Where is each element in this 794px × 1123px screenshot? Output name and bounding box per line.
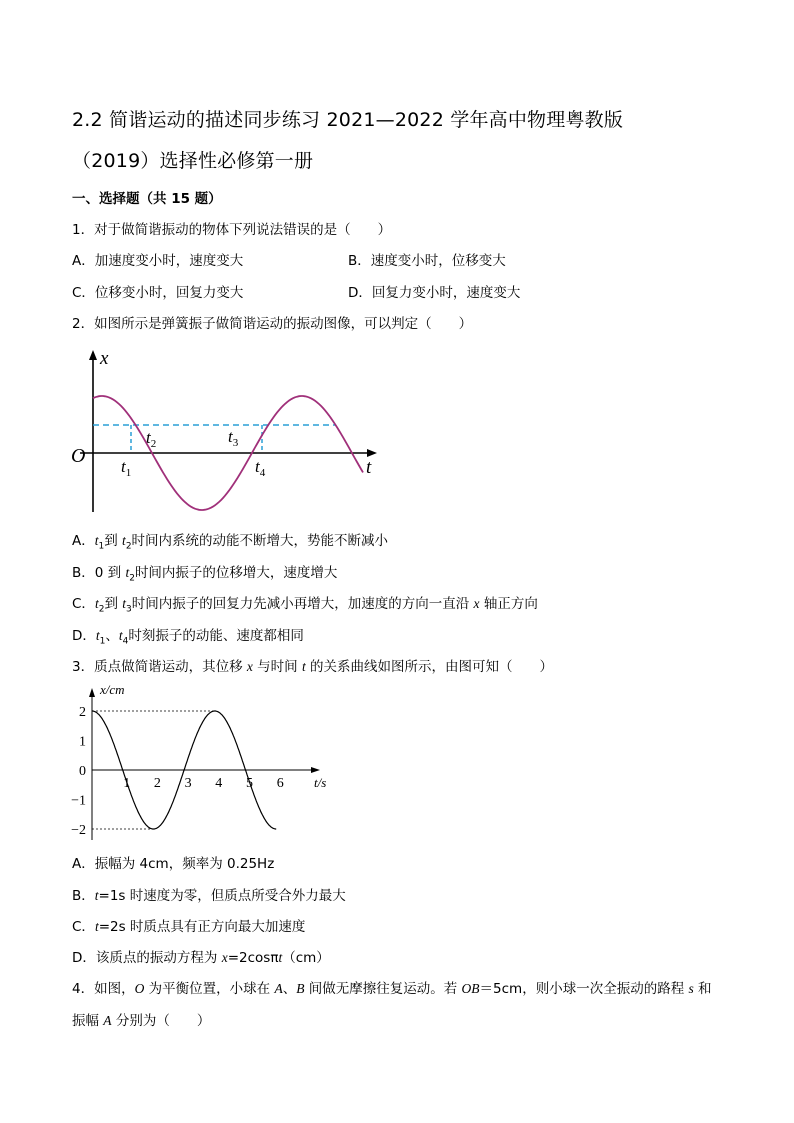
section-heading: 一、选择题（共 15 题）	[72, 191, 222, 207]
q1-option-d: D．回复力变小时，速度变大	[348, 285, 521, 301]
q1-option-c: C．位移变小时，回复力变大	[72, 285, 244, 301]
q2-x-label: x	[100, 348, 109, 369]
q3-displacement-chart	[62, 680, 352, 842]
q2-option-a: A．$t_1$到 $t_2$时间内系统的动能不断增大，势能不断减小	[72, 533, 389, 552]
q3-x-tick-label: 3	[184, 776, 192, 791]
q2-label-t3: $t_3$	[228, 427, 239, 449]
q3-option-b: B．t=1s 时速度为零，但质点所受合外力最大	[72, 888, 346, 904]
q2-origin-label: O	[71, 445, 86, 467]
q1-stem: 1．对于做简谐振动的物体下列说法错误的是（ ）	[72, 222, 392, 238]
q3-y-tick-label: −1	[71, 793, 86, 809]
q2-vibration-graph	[66, 342, 386, 517]
q1-option-b: B．速度变小时，位移变大	[348, 253, 506, 269]
q2-option-d: D．$t_1$、$t_4$时刻振子的动能、速度都相同	[72, 628, 304, 647]
q2-option-c: C．$t_2$到 $t_3$时间内振子的回复力先减小再增大，加速度的方向一直沿 x 轴正方向	[72, 596, 538, 615]
q2-t-axis-arrow	[367, 449, 377, 457]
page-title-line2: （2019）选择性必修第一册	[72, 150, 314, 172]
page-title: 2.2 简谐运动的描述同步练习 2021—2022 学年高中物理粤教版	[72, 109, 624, 131]
q3-x-tick-label: 5	[246, 776, 253, 791]
q3-x-tick-label: 4	[215, 776, 223, 791]
q3-xlabel: t/s	[314, 775, 327, 790]
q3-option-d: D．该质点的振动方程为 x=2cosπt（cm）	[72, 950, 330, 966]
q3-option-c: C．t=2s 时质点具有正方向最大加速度	[72, 919, 306, 935]
q3-x-axis-arrow	[311, 767, 320, 773]
q2-x-axis-arrow	[89, 350, 97, 360]
q3-x-tick-label: 1	[123, 776, 131, 791]
q3-option-a: A．振幅为 4cm，频率为 0.25Hz	[72, 856, 275, 872]
q2-t-label: t	[366, 457, 372, 478]
q3-y-tick-label: 0	[79, 764, 86, 779]
q3-x-tick-label: 2	[153, 776, 161, 791]
q2-option-b: B．0 到 $t_2$时间内振子的位移增大，速度增大	[72, 565, 338, 584]
q2-stem: 2．如图所示是弹簧振子做简谐运动的振动图像，可以判定（ ）	[72, 316, 473, 332]
q2-label-t2: $t_2$	[146, 428, 157, 450]
q4-stem-line2: 振幅 A 分别为（ ）	[72, 1013, 211, 1029]
q1-option-a: A．加速度变小时，速度变大	[72, 253, 244, 269]
q4-stem-line1: 4．如图，O 为平衡位置，小球在 A、B 间做无摩擦往复运动。若 OB＝5cm，则小球一次全振动的路程 s 和	[72, 981, 712, 997]
q3-y-tick-label: 1	[79, 734, 86, 750]
q2-label-t1: $t_1$	[121, 457, 132, 479]
q3-y-tick-label: 2	[79, 705, 86, 720]
q3-stem: 3．质点做简谐运动，其位移 x 与时间 t 的关系曲线如图所示，由图可知（ ）	[72, 659, 554, 675]
q3-y-axis-arrow	[89, 688, 95, 697]
q3-x-tick-label: 6	[276, 776, 284, 791]
q2-label-t4: $t_4$	[255, 457, 266, 479]
q3-y-tick-label: −2	[71, 823, 86, 838]
q3-ylabel: x/cm	[100, 682, 125, 697]
